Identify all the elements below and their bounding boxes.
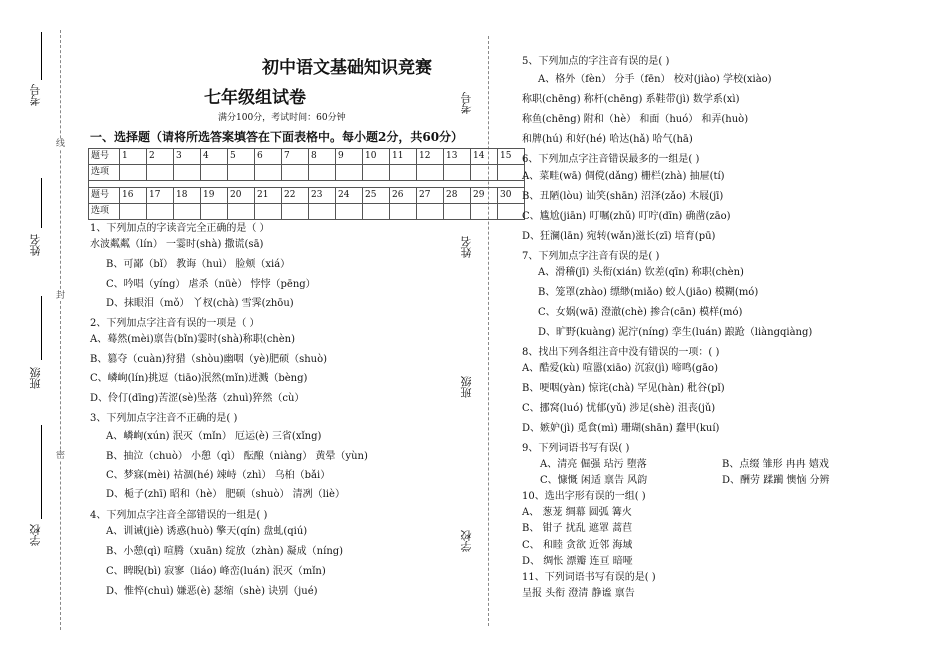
question-line: C、吟唱（yíng） 虐杀（nüè） 悖悖（pēng）: [106, 279, 316, 290]
seal-mi: 密: [56, 451, 66, 461]
question-line: C、挪窝(luó) 忧郁(yǔ) 涉足(shè) 沮丧(jǔ): [522, 403, 716, 414]
question-line: C、女娲(wā) 澄澈(chè) 掺合(cān) 模样(mó): [538, 307, 743, 318]
answer-cell[interactable]: [471, 204, 498, 220]
answer-cell[interactable]: [498, 165, 525, 181]
qnum-cell: 27: [417, 188, 444, 204]
question-line: A、菜畦(wā) 倜傥(dǎng) 栅栏(zhà) 抽屉(tí): [522, 171, 725, 182]
answer-table: [88, 148, 525, 220]
question-line: D、伶仃(dīng)苦涩(sè)坠落（zhuì)猝然（cù）: [90, 393, 305, 404]
question-line: 和牌(hú) 和好(hé) 哈达(hǎ) 哈气(hā): [522, 134, 693, 145]
qnum-cell: 11: [390, 149, 417, 165]
answer-cell[interactable]: [336, 165, 363, 181]
qnum-cell: 10: [363, 149, 390, 165]
question-line: D、抹眼泪（mǒ） 丫杈(chà) 雪霁(zhōu): [106, 298, 294, 309]
answer-cell[interactable]: [228, 165, 255, 181]
banji-line: [41, 296, 42, 360]
question-line: B、抽泣（chuò） 小憩（qì） 酝酿（niàng） 黄晕（yùn): [106, 451, 368, 462]
question-line: 4、下列加点字注音全部错误的一组是( ): [90, 510, 268, 521]
seal-xian: 线: [56, 139, 66, 149]
question-line: A、嶙峋(xún) 泯灭（mǐn） 厄运(è) 三省(xǐng): [106, 431, 322, 442]
exam-meta: 满分100分，考试时间：60分钟: [218, 113, 346, 123]
answer-cell[interactable]: [390, 204, 417, 220]
answer-cell[interactable]: [174, 165, 201, 181]
question-line: B、小憩(qì) 喧腾（xuān) 绽放（zhàn) 凝成（níng): [106, 546, 344, 557]
qnum-cell: 25: [363, 188, 390, 204]
qnum-cell: 5: [228, 149, 255, 165]
qnum-cell: 6: [255, 149, 282, 165]
question-line: D、 绸怅 漂瓣 连亘 暗哑: [522, 556, 633, 567]
question-line: D、旷野(kuàng) 泥泞(níng) 孪生(luán) 踉跄（liàngqiàng): [538, 327, 813, 338]
qnum-cell: 28: [444, 188, 471, 204]
page-subtitle: 七年级组试卷: [204, 88, 306, 108]
question-line: A、酷爱(kù) 喧嚣(xiāo) 沉寂(jì) 啼鸣(gāo): [522, 363, 718, 374]
qnum-cell: 15: [498, 149, 525, 165]
qnum-cell: 21: [255, 188, 282, 204]
xuexiao-line: [41, 425, 42, 519]
answer-cell[interactable]: [147, 204, 174, 220]
question-line: B、点缀 雏形 冉冉 嬉戏: [722, 459, 829, 470]
xingming-line: [41, 178, 42, 228]
question-line: D、栀子(zhī) 昭和（hè） 肥硕（shuò） 清冽（liè）: [106, 489, 345, 500]
question-line: C、梦寐(mèi) 祜涸(hé) 竦峙（zhì） 乌桕（bǎi）: [106, 470, 331, 481]
banji-label-2: 班级: [460, 376, 473, 398]
section-title: 一、选择题（请将所选答案填答在下面表格中。每小题2分，共60分）: [90, 130, 464, 144]
qnum-cell: 24: [336, 188, 363, 204]
qnum-cell: 22: [282, 188, 309, 204]
qnum-cell: 18: [174, 188, 201, 204]
answer-cell[interactable]: [201, 204, 228, 220]
question-line: B、篡夺（cuàn)狩猎（shòu)幽咽（yè)肥硕（shuò): [90, 354, 328, 365]
question-line: A、蓦然(mèi)禀告(bǐn)霎时(shà)称职(chèn): [90, 334, 296, 345]
question-line: A、清亮 倔强 玷污 堕落: [540, 459, 647, 470]
answer-cell[interactable]: [255, 165, 282, 181]
question-line: 1、下列加点的字读音完全正确的是（ ）: [90, 223, 270, 234]
page-title: 初中语文基础知识竞赛: [262, 58, 432, 78]
answer-cell[interactable]: [363, 165, 390, 181]
question-line: D、狂澜(lān) 宛转(wǎn)滋长(zī) 培育(pū): [522, 231, 716, 242]
qnum-cell: 23: [309, 188, 336, 204]
question-line: 2、下列加点字注音有误的一项是（ ）: [90, 318, 260, 329]
answer-cell[interactable]: [147, 165, 174, 181]
question-line: B、哽咽(yàn) 惊诧(chà) 罕见(hàn) 秕谷(pǐ): [522, 383, 725, 394]
question-line: B、丑陋(lòu) 讪笑(shān) 沼泽(zǎo) 木屐(jī): [522, 191, 724, 202]
qnum-cell: 16: [120, 188, 147, 204]
question-line: D、惟悴(chuì) 嫌恶(è) 瑟缩（shè) 诀别（jué): [106, 586, 318, 597]
xingming-label-2: 姓名: [460, 236, 473, 258]
xuexiao-label: 学校: [29, 524, 42, 546]
qnum-cell: 30: [498, 188, 525, 204]
question-line: A、 葱茏 绸幕 圆弧 篝火: [522, 507, 632, 518]
answer-cell[interactable]: [120, 165, 147, 181]
row-label: 题号: [89, 149, 120, 165]
answer-cell[interactable]: [282, 165, 309, 181]
question-line: 5、下列加点的字注音有误的是( ): [522, 56, 670, 67]
question-line: 7、下列加点字注音有误的是( ): [522, 251, 660, 262]
question-line: 水波粼粼（lín） 一霎时(shà) 撒谎(sā): [90, 239, 264, 250]
table-row: [89, 204, 525, 220]
question-line: D、酬劳 蹂躏 懊恼 分辨: [722, 475, 830, 486]
question-line: 10、选出字形有误的一组( ): [522, 491, 646, 502]
answer-cell[interactable]: [282, 204, 309, 220]
table-row-spacer: [89, 181, 525, 188]
kaohao-label-2: 考号: [460, 92, 473, 114]
answer-cell[interactable]: [498, 204, 525, 220]
kaohao-label: 考号: [29, 84, 42, 106]
question-line: B、可鄙（bǐ） 教诲（huì） 脸颊（xiá）: [106, 259, 291, 270]
xuexiao-label-2: 学校: [460, 530, 473, 552]
answer-cell[interactable]: [471, 165, 498, 181]
seal-line-right: [488, 36, 489, 626]
qnum-cell: 1: [120, 149, 147, 165]
question-line: 3、下列加点字注音不正确的是( ): [90, 413, 238, 424]
qnum-cell: 20: [228, 188, 255, 204]
answer-cell[interactable]: [201, 165, 228, 181]
question-line: 称鱼(chēng) 附和（hè） 和面（huó） 和弄(huò): [522, 114, 749, 125]
answer-cell[interactable]: [120, 204, 147, 220]
answer-cell[interactable]: [444, 204, 471, 220]
row-label: 选项: [89, 165, 120, 181]
question-line: 呈报 头衔 澄清 静谧 禀告: [522, 588, 635, 599]
qnum-cell: 29: [471, 188, 498, 204]
qnum-cell: 17: [147, 188, 174, 204]
row-label: 题号: [89, 188, 120, 204]
question-line: A、格外（fèn） 分手（fēn） 校对(jiào) 学校(xiào): [538, 74, 772, 85]
qnum-cell: 3: [174, 149, 201, 165]
sidebar-left: [0, 0, 70, 671]
question-line: A、训诫(jiè) 诱惑(huò) 擎天(qín) 盘虬(qiú): [106, 526, 308, 537]
answer-cell[interactable]: [417, 204, 444, 220]
answer-cell[interactable]: [255, 204, 282, 220]
question-line: C、慷慨 闲适 禀告 风韵: [540, 475, 648, 486]
question-line: 6、下列加点字注音错误最多的一组是( ): [522, 154, 700, 165]
qnum-cell: 7: [282, 149, 309, 165]
row-label: 选项: [89, 204, 120, 220]
answer-cell[interactable]: [309, 204, 336, 220]
qnum-cell: 2: [147, 149, 174, 165]
kaohao-line: [41, 32, 42, 80]
question-line: B、 钳子 扰乱 遮罩 蒿苣: [522, 523, 633, 534]
banji-label: 班级: [29, 367, 42, 389]
answer-cell[interactable]: [444, 165, 471, 181]
table-row: [89, 149, 525, 165]
answer-cell[interactable]: [309, 165, 336, 181]
table-row: [89, 165, 525, 181]
question-line: 称职(chēng) 称杆(chēng) 系鞋带(jì) 数学系(xì): [522, 94, 740, 105]
question-line: C、嶙峋(lín)挑逗（tiāo)泯然(mǐn)迸溅（bèng): [90, 373, 308, 384]
question-line: D、嫉妒(jì) 觅食(mì) 珊瑚(shān) 蠢甲(kuí): [522, 423, 720, 434]
qnum-cell: 13: [444, 149, 471, 165]
answer-cell[interactable]: [417, 165, 444, 181]
answer-cell[interactable]: [174, 204, 201, 220]
qnum-cell: 19: [201, 188, 228, 204]
seal-line-left: [60, 30, 61, 630]
qnum-cell: 14: [471, 149, 498, 165]
question-line: C、 和睦 贪欲 近邻 海域: [522, 540, 633, 551]
question-line: A、滑稽(jī) 头衔(xián) 钦差(qīn) 称职(chèn): [538, 267, 744, 278]
question-line: 8、找出下列各组注音中没有错误的一项：( ): [522, 347, 720, 358]
table-row: [89, 188, 525, 204]
answer-cell[interactable]: [228, 204, 255, 220]
qnum-cell: 26: [390, 188, 417, 204]
answer-cell[interactable]: [363, 204, 390, 220]
qnum-cell: 4: [201, 149, 228, 165]
answer-cell[interactable]: [336, 204, 363, 220]
question-line: 11、下列词语书写有误的是( ): [522, 572, 656, 583]
xingming-label: 姓名: [29, 234, 42, 256]
qnum-cell: 8: [309, 149, 336, 165]
qnum-cell: 12: [417, 149, 444, 165]
question-line: C、睥睨(bì) 寂寥（liáo) 峰峦(luán) 泯灭（mǐn): [106, 566, 326, 577]
qnum-cell: 9: [336, 149, 363, 165]
question-line: B、笼罩(zhào) 缥缈(miǎo) 蛟人(jiāo) 模糊(mó): [538, 287, 759, 298]
question-line: 9、下列词语书写有误( ): [522, 443, 630, 454]
question-line: C、尴尬(jiān) 叮嘱(zhǔ) 叮咛(dīn) 确凿(zāo): [522, 211, 731, 222]
answer-cell[interactable]: [390, 165, 417, 181]
seal-feng: 封: [56, 291, 66, 301]
